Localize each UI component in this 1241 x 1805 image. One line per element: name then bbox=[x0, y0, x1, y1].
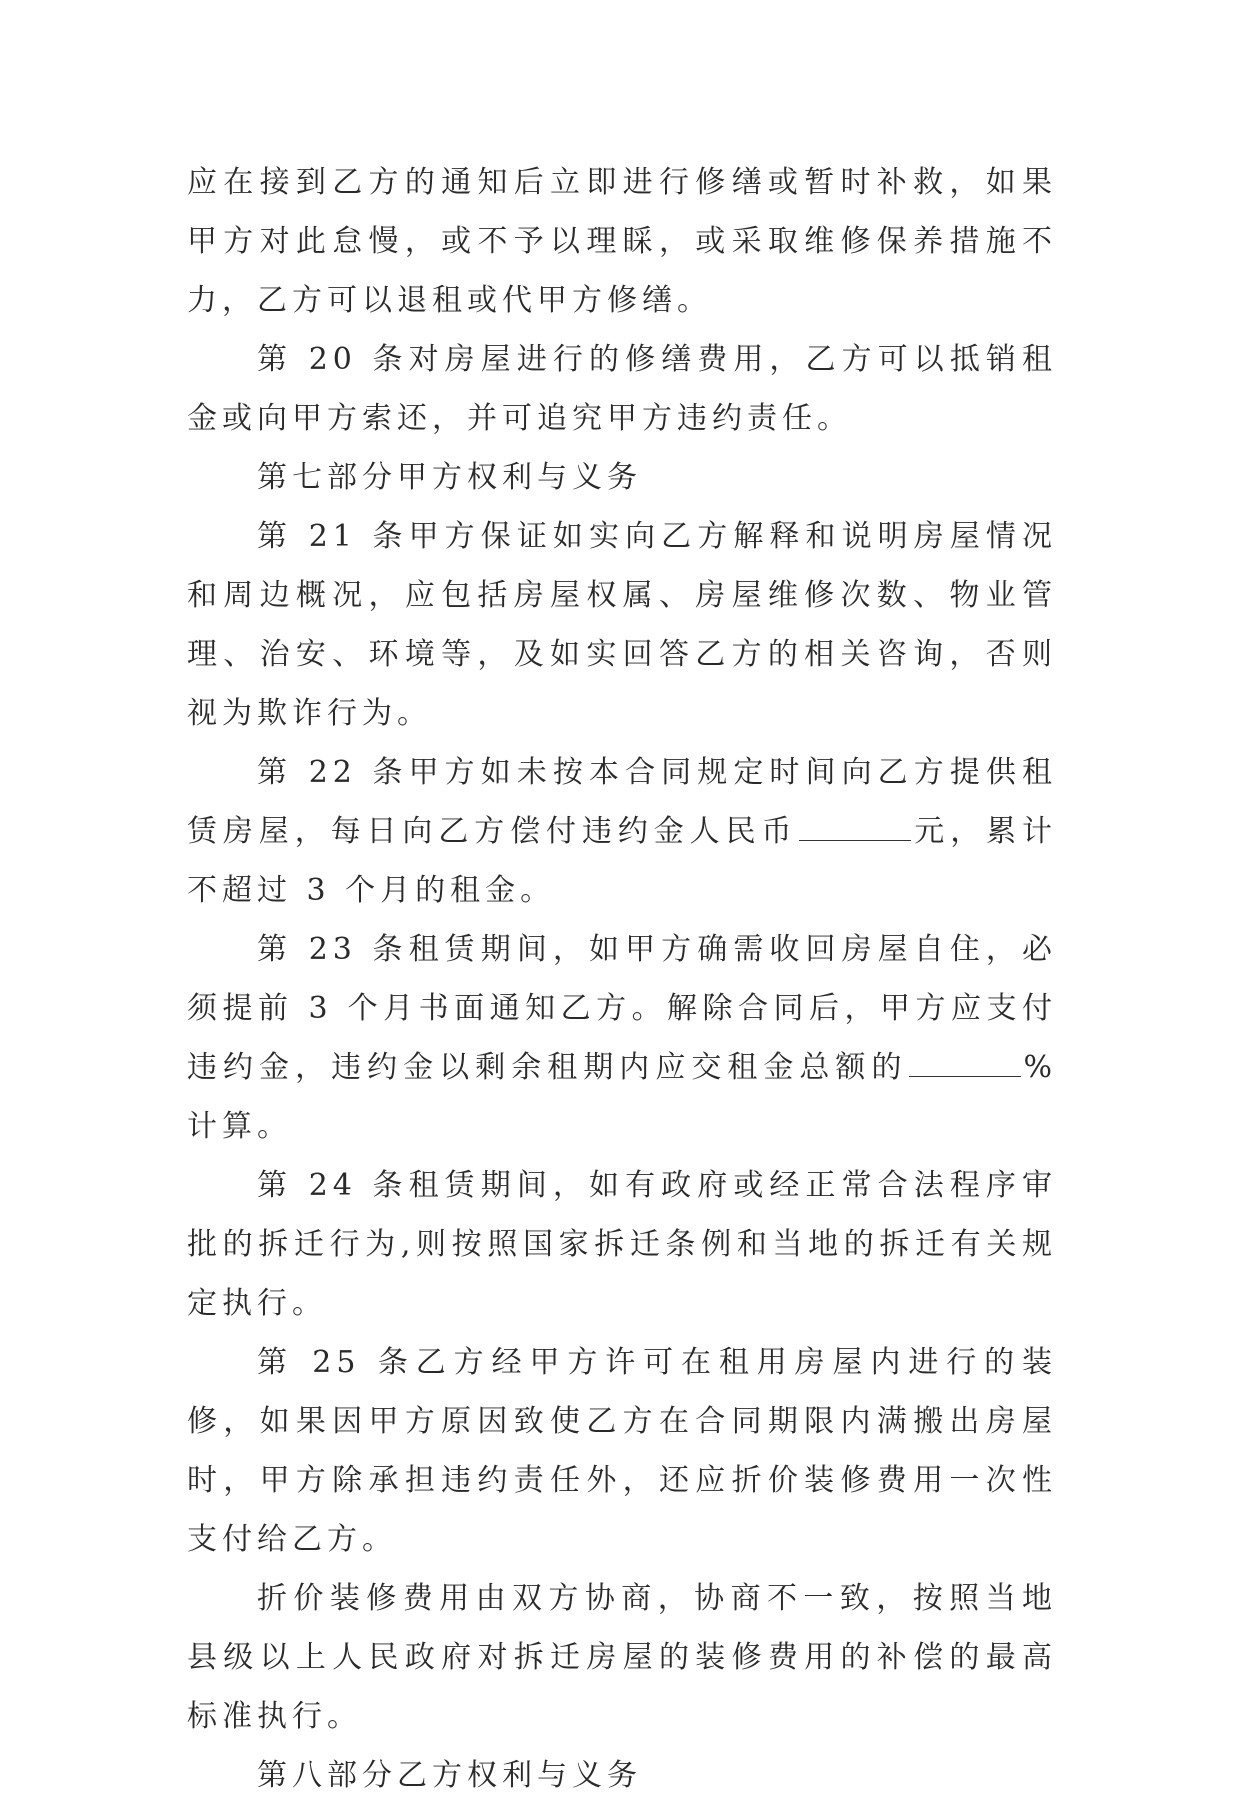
paragraph-article-20: 第 20 条对房屋进行的修缮费用，乙方可以抵销租金或向甲方索还，并可追究甲方违约责任。 bbox=[187, 342, 1057, 436]
article-22-text-after: 元，累计不超过 3 个月的租金。 bbox=[187, 814, 1058, 908]
paragraph-renovation-compensation: 折价装修费用由双方协商，协商不一致，按照当地县级以上人民政府对拆迁房屋的装修费用的补偿的最高标准执行。 bbox=[187, 1581, 1057, 1734]
paragraph-article-22 bbox=[187, 743, 1057, 920]
document-body bbox=[187, 153, 1057, 1805]
article-23-text-after: %计算。 bbox=[187, 1050, 1057, 1144]
article-22-text-before: 第 22 条甲方如未按本合同规定时间向乙方提供租赁房屋，每日向乙方偿付违约金人民币 bbox=[187, 755, 1057, 849]
fill-in-blank-penalty-percent bbox=[909, 1046, 1021, 1077]
fill-in-blank-penalty-amount bbox=[799, 810, 911, 841]
paragraph-article-25: 第 25 条乙方经甲方许可在租用房屋内进行的装修，如果因甲方原因致使乙方在合同期限内满搬出房屋时，甲方除承担违约责任外，还应折价装修费用一次性支付给乙方。 bbox=[187, 1345, 1057, 1557]
paragraph-article-23 bbox=[187, 920, 1057, 1156]
paragraph-repair-obligation: 应在接到乙方的通知后立即进行修缮或暂时补救，如果甲方对此怠慢，或不予以理睬，或采取维修保养措施不力，乙方可以退租或代甲方修缮。 bbox=[187, 165, 1057, 318]
section-heading-part-7: 第七部分甲方权利与义务 bbox=[257, 460, 642, 495]
paragraph-article-21: 第 21 条甲方保证如实向乙方解释和说明房屋情况和周边概况，应包括房屋权属、房屋维修次数、物业管理、治安、环境等，及如实回答乙方的相关咨询，否则视为欺诈行为。 bbox=[187, 519, 1057, 731]
article-23-text-before: 第 23 条租赁期间，如甲方确需收回房屋自住，必须提前 3 个月书面通知乙方。解除合同后，甲方应支付违约金，违约金以剩余租期内应交租金总额的 bbox=[187, 932, 1057, 1085]
paragraph-article-24: 第 24 条租赁期间，如有政府或经正常合法程序审批的拆迁行为,则按照国家拆迁条例和当地的拆迁有关规定执行。 bbox=[187, 1168, 1057, 1321]
section-heading-part-8: 第八部分乙方权利与义务 bbox=[257, 1758, 642, 1793]
